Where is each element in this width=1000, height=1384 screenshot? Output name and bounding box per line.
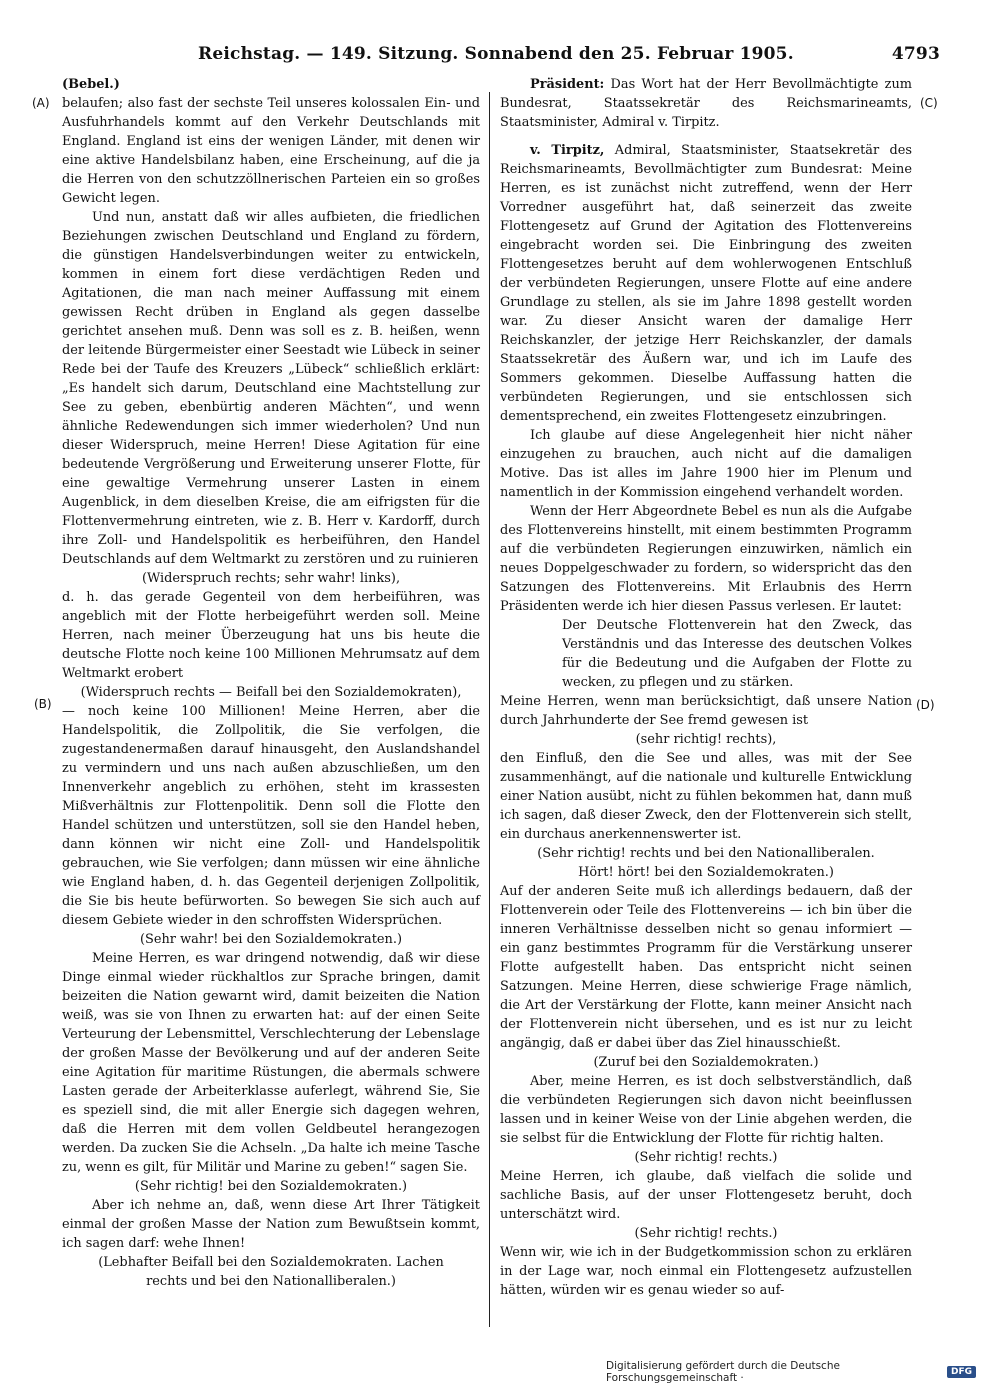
speaker-label: Präsident: [530, 77, 605, 92]
page-title: Reichstag. — 149. Sitzung. Sonnabend den 25. Februar 1905. [198, 44, 794, 64]
interjection: (Lebhafter Beifall bei den Sozialdemokraten. Lachen rechts und bei den Nationalliberalen.) [98, 1255, 444, 1289]
paragraph-text: Das Wort hat der Herr Bevollmächtigte zum Bundesrat, Staatssekretär des Reichsmarineamts, Staatsminister, Admiral v. Tirpitz. [500, 77, 912, 130]
paragraph: Meine Herren, es war dringend notwendig, daß wir diese Dinge einmal wieder rückhaltlos zur Sprache bringen, damit beizeiten die Nation gewarnt wird, damit beizeiten die Nation weiß, was sie von Ihnen zu erwarten hat: auf der einen Seite Verteurung der Lebensmittel, Verschlechterung der Lebenslage der großen Masse der Bevölkerung und auf der anderen Seite eine Agitation für maritime Rüstungen, die abermals schwere Lasten gerade der Arbeiterklasse auferlegt, während Sie, Sie es speziell sind, die mit aller Energie sich dagegen wehren, daß die Herren mit dem vollen Geldbeutel herangezogen werden. Da zucken Sie die Achseln. „Da halte ich meine Tasche zu, wenn es gilt, für Militär und Marine zu geben!“ sagen Sie. [62, 951, 480, 1175]
paragraph: Meine Herren, wenn man berücksichtigt, daß unsere Nation durch Jahrhunderte der See fremd gewesen ist [500, 694, 912, 728]
tirpitz-paragraph [500, 141, 912, 426]
interjection: (Sehr richtig! rechts und bei den Nationalliberalen. Hört! hört! bei den Sozialdemokraten.) [537, 846, 875, 880]
interjection: (Widerspruch rechts — Beifall bei den Sozialdemokraten), [80, 685, 462, 700]
paragraph: Und nun, anstatt daß wir alles aufbieten, die friedlichen Beziehungen zwischen Deutschland und England zu fördern, die günstigen Handelsverbindungen weiter zu entwickeln, kommen in einem fort diese verdächtigen Reden und Agitationen, die man nach meiner Auffassung mit einem gewissen Recht drüben in England als gegen dasselbe gerichtet ansehen muß. Denn was soll es z. B. heißen, wenn der leitende Bürgermeister einer Seestadt wie Lübeck in seiner Rede bei der Taufe des Kreuzers „Lübeck“ schließlich erklärt: „Es handelt sich darum, Deutschland eine Machtstellung zur See zu geben, ebenbürtig anderen Mächten“, und wenn ähnliche Redewendungen sich immer wiederholen? Und nun dieser Widerspruch, meine Herren! Diese Agitation für eine bedeutende Vergrößerung und Erweiterung unserer Flotte, für eine gewaltige Vermehrung unserer Lasten in einem Augenblick, in dem dieselben Kreise, die am eifrigsten für die Flottenvermehrung eintreten, wie z. B. Herr v. Kardorff, durch ihre Zoll- und Handelspolitik es herbeiführen, den Handel Deutschlands auf dem Weltmarkt zu zerstören und zu ruinieren [62, 210, 480, 567]
paragraph-text: Admiral, Staatsminister, Staatsekretär des Reichsmarineamts, Bevollmächtigter zum Bundesrat: Meine Herren, es ist zunächst nicht zutreffend, wenn der Herr Vorredner ausgeführt hat, daß seinerzeit das zweite Flottengesetz auf Grund der Agitation des Flottenvereins eingebracht worden sei. Die Einbringung des zweiten Flottengesetzes beruht auf dem wohlerwogenen Entschluß der verbündeten Regierungen, unsere Flotte auf eine andere Grundlage zu stellen, als sie im Jahre 1898 gestellt worden war. Zu dieser Ansicht waren der damalige Herr Reichskanzler, der jetzige Herr Reichskanzler, der damals Staatssekretär des Äußern war, und ich im Laufe des Sommers gekommen. Dieselbe Auffassung hatten die verbündeten Regierungen, und sie entschlossen sich dementsprechend, ein zweites Flottengesetz einzubringen. [500, 143, 912, 424]
president-paragraph [500, 75, 912, 132]
margin-marker-c: (C) [920, 96, 938, 110]
interjection: (sehr richtig! rechts), [635, 732, 777, 747]
paragraph: Aber, meine Herren, es ist doch selbstverständlich, daß die verbündeten Regierungen sich davon nicht beeinflussen lassen und in keiner Weise von der Linie abgehen werden, die sie selbst für die Entwicklung der Flotte für richtig halten. [500, 1074, 912, 1146]
interjection: (Sehr wahr! bei den Sozialdemokraten.) [140, 932, 402, 947]
digitization-footer [606, 1360, 976, 1384]
page-header [60, 44, 940, 64]
paragraph: d. h. das gerade Gegenteil von dem herbeiführen, was angeblich mit der Flotte herbeigeführt werden soll. Meine Herren, nach meiner Überzeugung hat uns bis heute die deutsche Flotte noch keine 100 Millionen Mehrumsatz auf dem Weltmarkt erobert [62, 590, 480, 681]
margin-marker-a: (A) [32, 96, 50, 110]
right-column [500, 75, 912, 1300]
paragraph: belaufen; also fast der sechste Teil unseres kolossalen Ein- und Ausfuhrhandels kommt auf den Verkehr Deutschlands mit England. England ist eins der wenigen Länder, mit denen wir eine aktive Handelsbilanz haben, eine Erscheinung, auf die ja die Herren von den schutzzöllnerischen Parteien ein so großes Gewicht legen. [62, 96, 480, 206]
paragraph: — noch keine 100 Millionen! Meine Herren, aber die Handelspolitik, die Zollpolitik, die Sie verfolgen, die zugestandenermaßen darauf hinausgeht, den Auslandshandel zu vermindern und uns nach außen abzuschließen, um den Innenverkehr angeblich zu erhöhen, steht im krassesten Mißverhältnis zur Flottenpolitik. Denn soll die Flotte den Handel schützen und unterstützen, soll sie den Handel heben, dann können wir nicht eine Zoll- und Handelspolitik gebrauchen, wie Sie verfolgen; dann müssen wir eine ähnliche wie England haben, d. h. das Gegenteil derjenigen Zollpolitik, die Sie bis heute befürworten. So bewegen Sie sich auch auf diesem Gebiete wieder in den schroffsten Widersprüchen. [62, 704, 480, 928]
paragraph: Meine Herren, ich glaube, daß vielfach die solide und sachliche Basis, auf der unser Flottengesetz beruht, doch unterschätzt wird. [500, 1169, 912, 1222]
margin-marker-b: (B) [34, 697, 52, 711]
interjection: (Widerspruch rechts; sehr wahr! links), [141, 571, 401, 586]
interjection: (Sehr richtig! rechts.) [634, 1226, 778, 1241]
paragraph: Auf der anderen Seite muß ich allerdings bedauern, daß der Flottenverein oder Teile des Flottenvereins — ich bin über die inneren Verhältnisse desselben nicht so genau informiert — ein ganz bestimmtes Programm für die Verstärkung unserer Flotte aufgestellt haben. Das entspricht nicht seinen Satzungen. Meine Herren, diese schwierige Frage nämlich, die Art der Verstärkung der Flotte, kann meiner Ansicht nach der Flottenverein nicht übersehen, und es ist nur zu leicht angängig, daß er dabei über das Ziel hinausschießt. [500, 884, 912, 1051]
paragraph: Ich glaube auf diese Angelegenheit hier nicht näher einzugehen zu brauchen, auch nicht auf die damaligen Motive. Das ist alles im Jahre 1900 hier im Plenum und namentlich in der Kommission eingehend verhandelt worden. [500, 428, 912, 500]
spacer [500, 132, 912, 141]
paragraph: Wenn wir, wie ich in der Budgetkommission schon zu erklären in der Lage war, noch einmal ein Flottengesetz aufzustellen hätten, würden wir es genau wieder so auf- [500, 1245, 912, 1298]
column-divider [489, 92, 490, 1327]
speaker-label: (Bebel.) [62, 77, 120, 92]
footer-text: Digitalisierung gefördert durch die Deutsche Forschungsgemeinschaft · [606, 1360, 840, 1384]
interjection: (Sehr richtig! bei den Sozialdemokraten.) [134, 1179, 408, 1194]
interjection: (Sehr richtig! rechts.) [634, 1150, 778, 1165]
paragraph: den Einfluß, den die See und alles, was mit der See zusammenhängt, auf die nationale und kulturelle Entwicklung einer Nation ausübt, nicht zu fühlen bekommen hat, dann muß ich sagen, daß dieser Zweck, den der Flottenverein sich stellt, ein durchaus anerkennenswerter ist. [500, 751, 912, 842]
margin-marker-d: (D) [916, 698, 935, 712]
page-number: 4793 [891, 44, 940, 64]
speaker-label: v. Tirpitz, [530, 143, 605, 158]
statute-quote: Der Deutsche Flottenverein hat den Zweck, das Verständnis und das Interesse des deutschen Volkes für die Bedeutung und die Aufgaben der Flotte zu wecken, zu pflegen und zu stärken. [562, 618, 912, 690]
paragraph: Wenn der Herr Abgeordnete Bebel es nun als die Aufgabe des Flottenvereins hinstellt, mit einem bestimmten Programm auf die verbündeten Regierungen einzuwirken, nämlich ein neues Doppelgeschwader zu fordern, so widerspricht das den Satzungen des Flottenvereins. Mit Erlaubnis des Herrn Präsidenten werde ich hier diesen Passus verlesen. Er lautet: [500, 504, 912, 614]
left-column [62, 75, 480, 1291]
dfg-logo: DFG [947, 1366, 976, 1378]
paragraph: Aber ich nehme an, daß, wenn diese Art Ihrer Tätigkeit einmal der großen Masse der Nation zum Bewußtsein kommt, ich sagen darf: wehe Ihnen! [62, 1198, 480, 1251]
interjection: (Zuruf bei den Sozialdemokraten.) [593, 1055, 819, 1070]
